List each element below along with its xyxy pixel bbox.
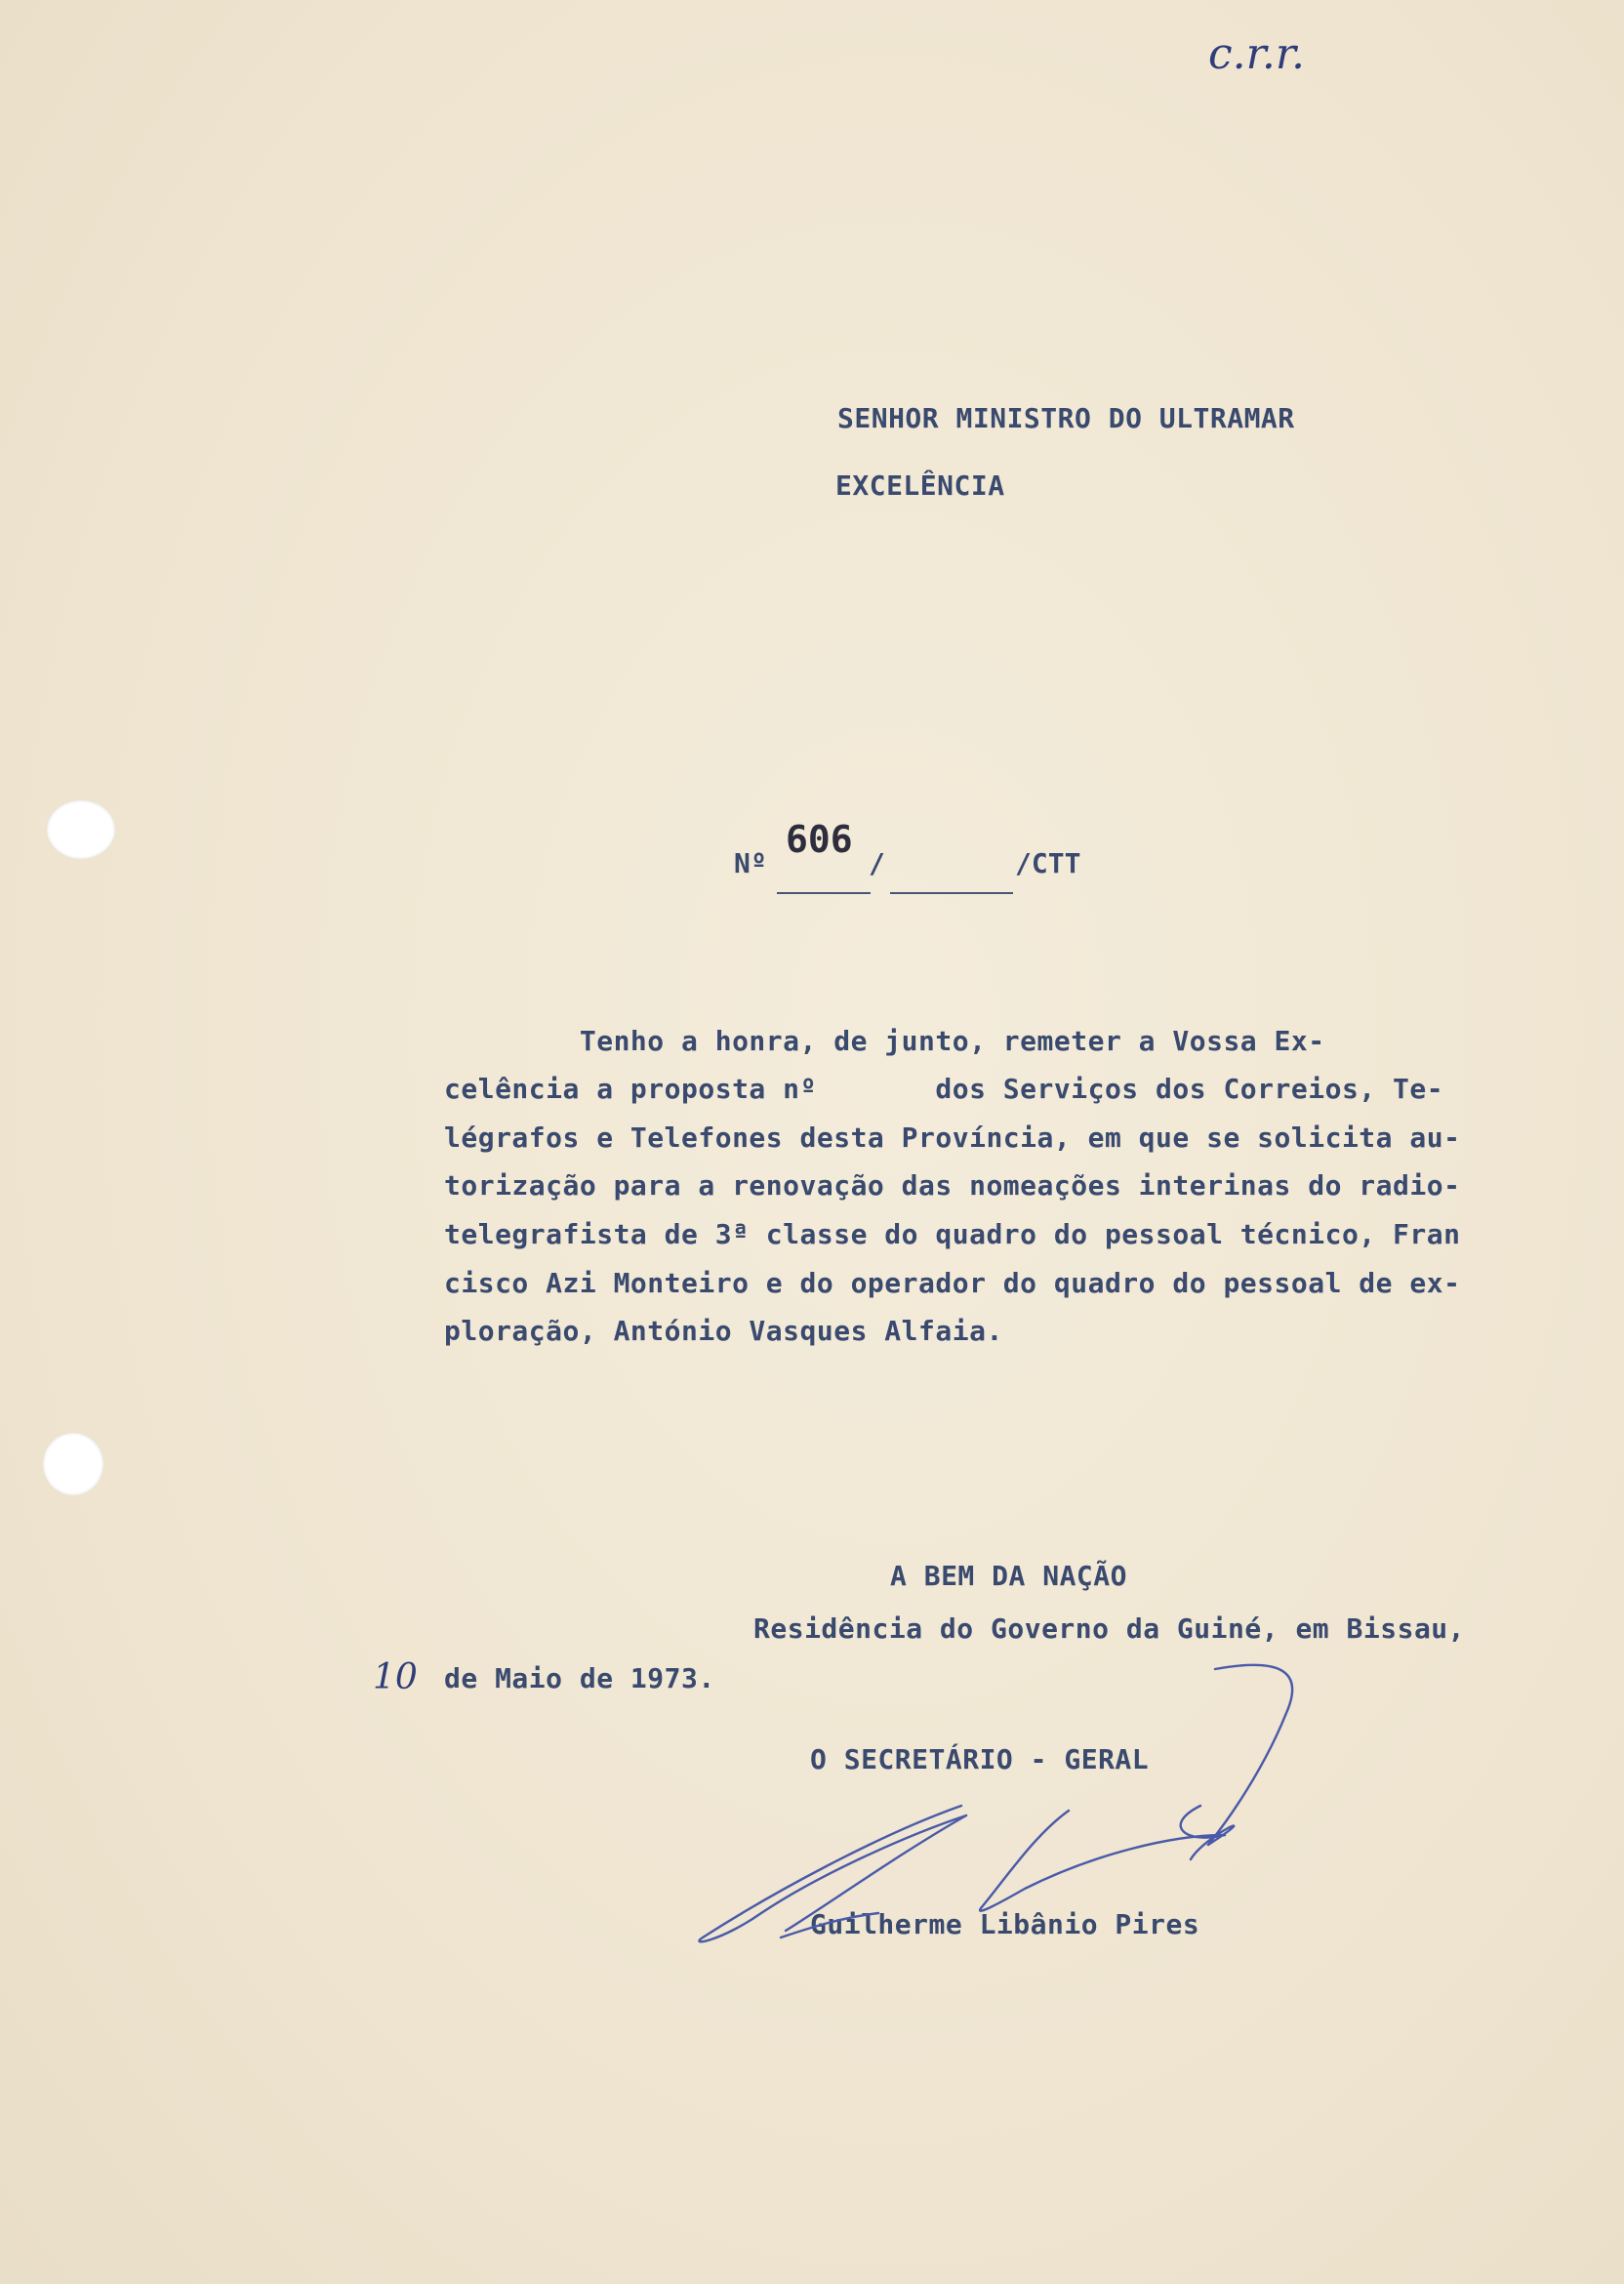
closing-motto: A BEM DA NAÇÃO — [890, 1560, 1128, 1592]
handwritten-annotation: c.r.r. — [1208, 29, 1305, 79]
body-line: ploração, António Vasques Alfaia. — [444, 1315, 1003, 1347]
reference-number-value: 606 — [786, 818, 853, 861]
signatory-name: Guilherme Libânio Pires — [810, 1908, 1200, 1940]
reference-separator: / — [869, 847, 885, 879]
reference-blank-1 — [777, 892, 871, 894]
addressee-line-2: EXCELÊNCIA — [835, 469, 1005, 502]
reference-prefix: Nº — [734, 847, 767, 879]
body-line: Tenho a honra, de junto, remeter a Vossa Ex- — [444, 1025, 1325, 1057]
body-line: telegrafista de 3ª classe do quadro do pessoal técnico, Fran — [444, 1218, 1461, 1250]
body-line: cisco Azi Monteiro e do operador do quadro do pessoal de ex- — [444, 1267, 1461, 1299]
signatory-title: O SECRETÁRIO - GERAL — [810, 1743, 1150, 1775]
reference-blank-2 — [890, 892, 1013, 894]
punch-hole-bottom — [43, 1433, 103, 1495]
reference-suffix: /CTT — [1015, 847, 1081, 879]
addressee-line-1: SENHOR MINISTRO DO ULTRAMAR — [837, 402, 1295, 434]
body-line: légrafos e Telefones desta Província, em que se solicita au- — [444, 1122, 1461, 1154]
body-line: celência a proposta nº dos Serviços dos Correios, Te- — [444, 1073, 1444, 1105]
body-line: torização para a renovação das nomeações interinas do radio- — [444, 1169, 1461, 1202]
closing-place: Residência do Governo da Guiné, em Bissau, — [753, 1612, 1466, 1645]
punch-hole-top — [47, 800, 115, 859]
closing-date: de Maio de 1973. — [444, 1662, 715, 1694]
handwritten-day: 10 — [373, 1657, 418, 1697]
